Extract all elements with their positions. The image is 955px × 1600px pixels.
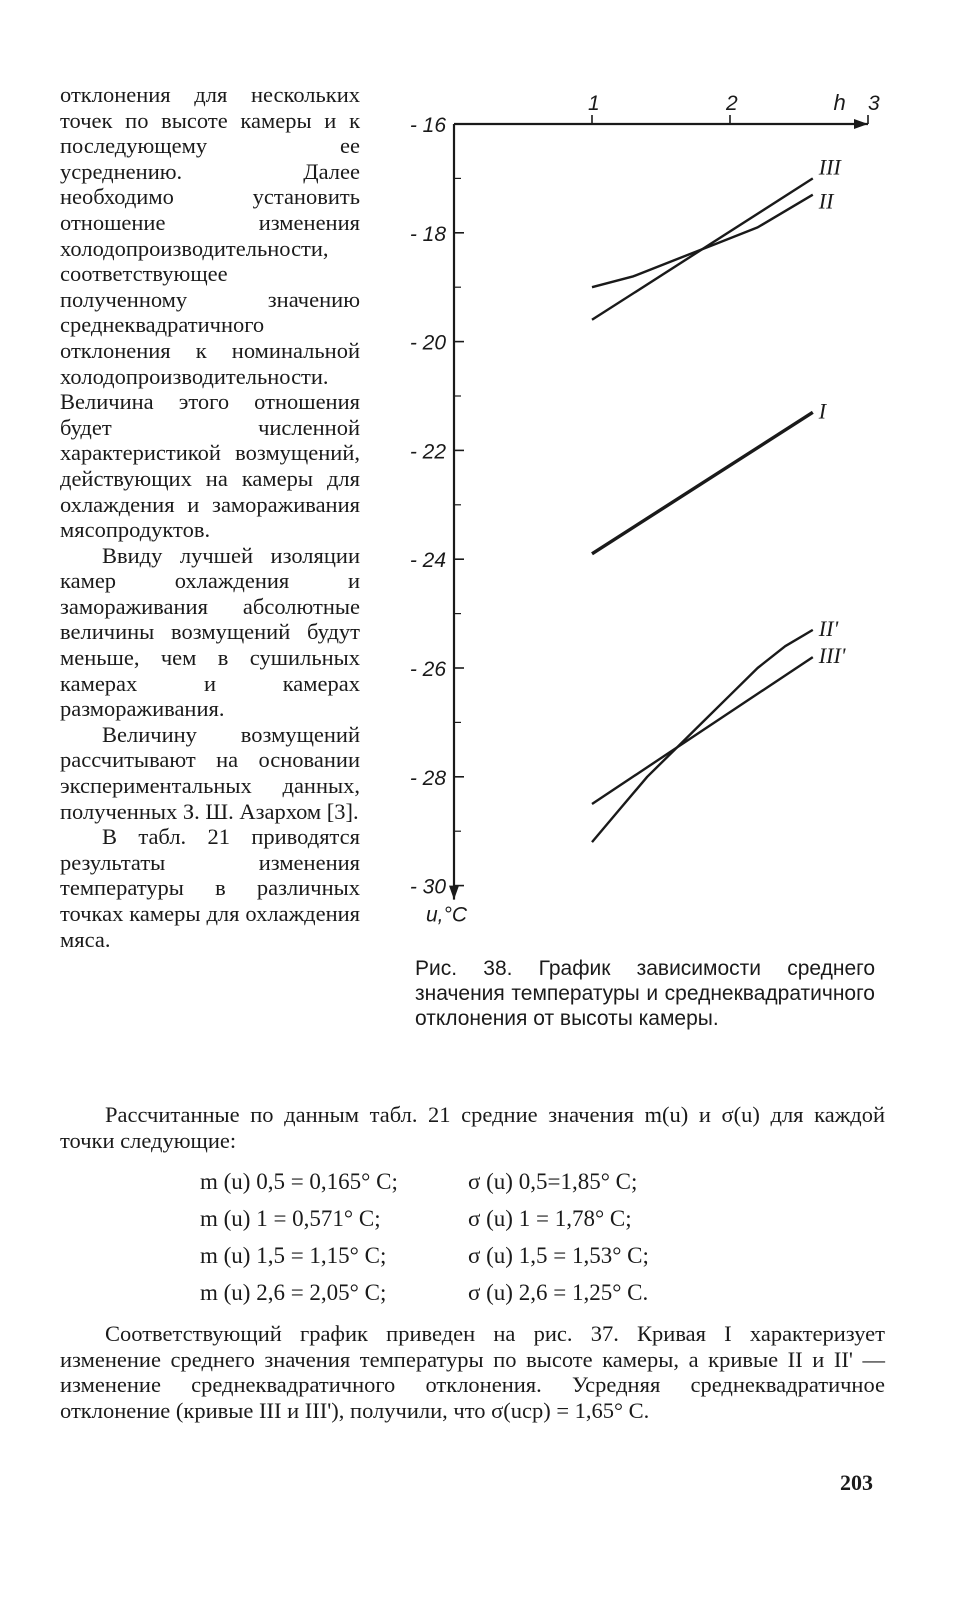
x-axis-arrow — [854, 119, 868, 129]
series-line — [592, 630, 813, 842]
formula-block — [200, 1163, 760, 1311]
series-line — [592, 178, 813, 319]
page-number: 203 — [840, 1470, 873, 1495]
y-tick-label: - 16 — [409, 114, 446, 137]
y-axis-arrow — [449, 886, 459, 900]
chart-svg — [402, 82, 892, 952]
series-line — [592, 195, 813, 288]
y-tick-label: - 20 — [409, 331, 446, 355]
formula-sigma: σ (u) 0,5=1,85° C; — [468, 1169, 638, 1194]
formula-row — [200, 1200, 760, 1237]
left-paragraph-4: В табл. 21 приводятся результаты изменения температуры в различных точках камеры для охлаждения мяса. — [60, 824, 360, 952]
y-axis-label: u,°C — [426, 903, 468, 927]
formula-mean: m (u) 2,6 = 2,05° C; — [200, 1280, 387, 1305]
x-tick-label: 3 — [868, 92, 880, 115]
formula-row — [200, 1274, 760, 1311]
formula-row — [200, 1163, 760, 1200]
formula-mean: m (u) 0,5 = 0,165° C; — [200, 1169, 398, 1194]
left-paragraph-1: отклонения для нескольких точек по высоте камеры и к последующему ее усреднению. Далее необходимо установить отношение изменения холодопроизводительности, соответствующее полученному значению среднеквадратичного отклонения к номинальной холодопроизводительности. Величина этого отношения будет численной характеристикой возмущений, действующих на камеры для охлаждения и замораживания мясопродуктов. — [60, 82, 360, 543]
figure-38 — [402, 82, 892, 952]
formula-mean: m (u) 1,5 = 1,15° C; — [200, 1243, 387, 1268]
left-paragraph-3: Величину возмущений рассчитывают на основании экспериментальных данных, полученных З. Ш. Азархом [3]. — [60, 721, 360, 824]
y-tick-label: - 28 — [409, 766, 446, 790]
series-line — [592, 657, 813, 804]
y-tick-label: - 22 — [409, 440, 446, 464]
series-label: II — [818, 188, 834, 214]
y-tick-label: - 18 — [409, 222, 446, 246]
series-label: III — [818, 154, 841, 180]
left-text-column — [60, 82, 360, 952]
formula-row — [200, 1237, 760, 1274]
left-paragraph-2: Ввиду лучшей изоляции камер охлаждения и замораживания абсолютные величины возмущений будут меньше, чем в сушильных камерах и камерах размораживания. — [60, 542, 360, 722]
formula-sigma: σ (u) 1,5 = 1,53° C; — [468, 1243, 649, 1268]
formula-mean: m (u) 1 = 0,571° C; — [200, 1206, 381, 1231]
y-tick-label: - 24 — [409, 549, 446, 573]
series-line — [592, 412, 813, 554]
series-label: I — [818, 398, 827, 424]
series-label: III' — [818, 643, 846, 669]
series-label: II' — [818, 615, 839, 641]
y-tick-label: - 30 — [409, 875, 446, 899]
body-paragraph-1: Рассчитанные по данным табл. 21 средние значения m(u) и σ(u) для каждой точки следующие: — [60, 1102, 885, 1153]
formula-sigma: σ (u) 1 = 1,78° C; — [468, 1206, 632, 1231]
formula-sigma: σ (u) 2,6 = 1,25° C. — [468, 1280, 649, 1305]
body-paragraph-2: Соответствующий график приведен на рис. 37. Кривая I характеризует изменение среднего значения температуры по высоте камеры, а кривые II и II' — изменение среднеквадратичного отклонения. Усредняя среднеквадратичное отклонение (кривые III и III'), получили, что σ(uср) = 1,65° C. — [60, 1321, 885, 1423]
x-tick-label: 2 — [726, 92, 738, 115]
x-axis-label: h — [833, 90, 846, 115]
x-tick-label: 1 — [588, 92, 600, 115]
y-tick-label: - 26 — [409, 658, 446, 681]
figure-caption: Рис. 38. График зависимости среднего значения температуры и среднеквадратичного отклонения от высоты камеры. — [415, 957, 875, 1030]
